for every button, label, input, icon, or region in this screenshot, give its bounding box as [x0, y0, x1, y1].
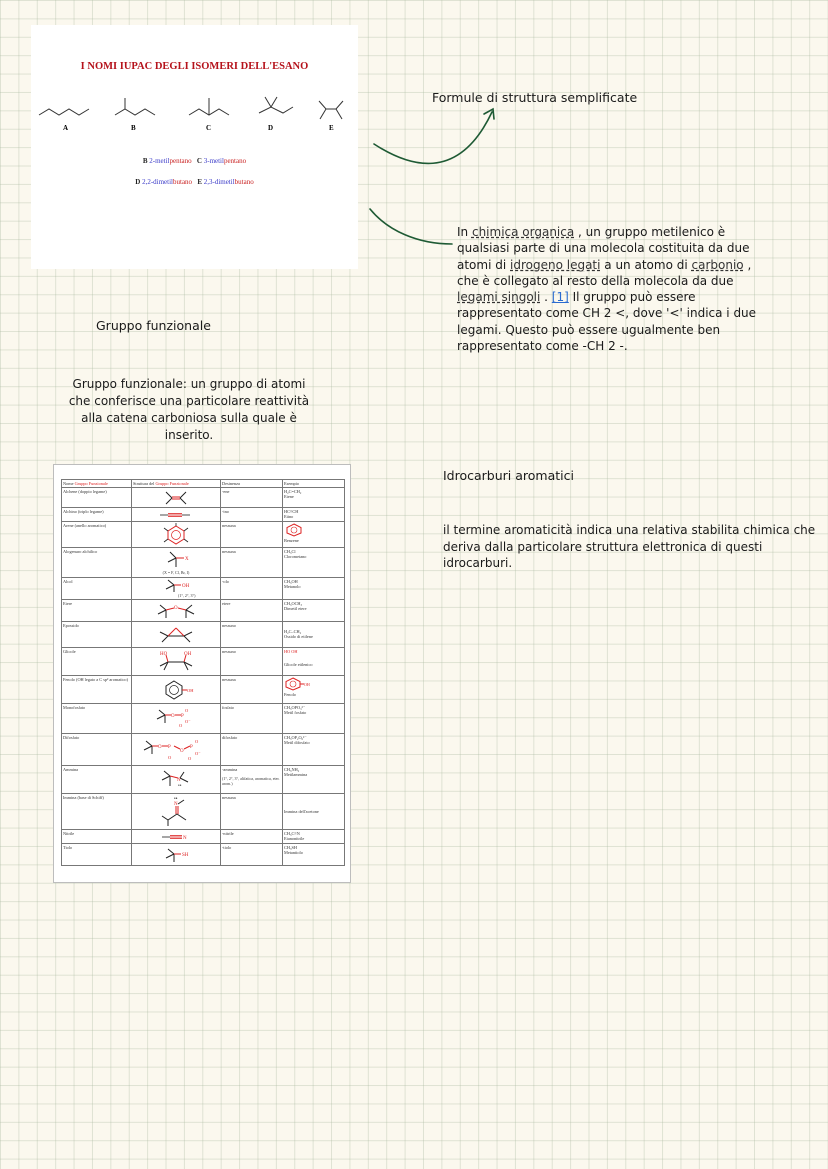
- svg-text:O: O: [171, 713, 175, 719]
- isomer-names-row-1: B 2-metilpentano C 3-metilpentano: [142, 157, 247, 165]
- table-header-row: [62, 480, 345, 488]
- svg-text:N: N: [183, 835, 187, 841]
- svg-text:O: O: [179, 722, 183, 728]
- isomer-names-row-2: D 2,2-dimetilbutano E 2,3-dimetilbutano: [135, 178, 254, 186]
- svg-text:OH: OH: [184, 651, 192, 657]
- svg-text:OH: OH: [187, 687, 194, 693]
- svg-text:OH: OH: [182, 584, 190, 589]
- col-header-struttura: Struttura del Gruppo Funzionale: [132, 480, 221, 488]
- isomer-e-structure: [319, 101, 343, 109]
- table-row: Nitrile N -nitrile CH₃C≡N Etanonitrile: [62, 830, 345, 844]
- link-carbonio[interactable]: carbonio: [691, 257, 744, 272]
- link-chimica-organica[interactable]: chimica organica: [471, 225, 575, 239]
- table-row: Alchino (triplo legame) -ino HC≡CH Etino: [62, 508, 345, 522]
- phenol-structure: [152, 678, 200, 702]
- svg-text:O⁻: O⁻: [195, 750, 201, 756]
- col-header-esempio: Esempio: [283, 480, 345, 488]
- isomers-figure: [31, 25, 358, 269]
- nitrile-structure: [154, 832, 198, 842]
- svg-text:O: O: [168, 754, 172, 760]
- arrow-to-metilene: [370, 209, 452, 244]
- svg-text:O: O: [174, 605, 178, 611]
- svg-text:••: ••: [174, 796, 178, 802]
- isomers-title: I NOMI IUPAC DEGLI ISOMERI DELL'ESANO: [80, 61, 309, 72]
- arrow-to-formule: [374, 112, 492, 163]
- svg-text:P: P: [168, 744, 171, 750]
- svg-text:N: N: [177, 777, 181, 783]
- alcohol-structure: [156, 579, 196, 593]
- table-row: Alogenuro alchilico X (X = F, Cl, Br, I) nessuna CH₃Cl Clorometano: [62, 548, 345, 578]
- svg-text:SH: SH: [182, 852, 189, 858]
- isomer-d-structure: [259, 107, 293, 113]
- svg-text:O: O: [185, 707, 189, 713]
- note-formule: Formule di struttura semplificate: [432, 90, 638, 105]
- link-legami-singoli[interactable]: legami singoli: [457, 290, 541, 305]
- imine-structure: [154, 796, 198, 828]
- table-row: Ammina N •• -ammina (1°, 2°, 3°, alifatica, aromatica, eter. arom.) CH₃NH₂ Metilammina: [62, 766, 345, 794]
- idrocarburi-aromatici-heading: Idrocarburi aromatici: [443, 468, 574, 483]
- table-row: Alcol OH (1°, 2°, 3°) -olo CH₃OH Metanolo: [62, 578, 345, 600]
- functional-groups-table: [61, 479, 345, 866]
- isomer-label-e: E: [329, 124, 334, 132]
- table-row: Glicole HO OH nessuno HO OH Glicole etilenico: [62, 648, 345, 676]
- isomer-label-b: B: [131, 124, 136, 132]
- glycol-structure: [152, 649, 200, 675]
- alkyl-halide-structure: [156, 550, 196, 570]
- table-row: Etere O etere CH₃OCH₃ Dimetil etere: [62, 600, 345, 622]
- benzene-example-icon: [284, 523, 304, 537]
- svg-text:OH: OH: [304, 681, 310, 687]
- svg-text:X: X: [185, 557, 189, 562]
- table-row: Tiolo SH -tiolo CH₃SH Metantiolo: [62, 844, 345, 866]
- isomer-a-structure: [39, 109, 89, 115]
- table-row: Alchene (doppio legame) -ene H₂C=CH₂ Etene: [62, 488, 345, 508]
- epoxide-structure: [152, 624, 200, 646]
- diphosphate-structure: [140, 735, 212, 765]
- table-row: Epossido nessuno H₂C–CH₂ Ossido di etilene: [62, 622, 345, 648]
- svg-text:N: N: [174, 801, 178, 807]
- svg-text:O: O: [188, 755, 192, 761]
- thiol-structure: [156, 846, 196, 864]
- reference-link[interactable]: [1]: [551, 290, 569, 305]
- svg-text:••: ••: [178, 783, 182, 789]
- alkene-structure: [156, 489, 196, 507]
- table-row: Difosfato O P O O P O O⁻ O difosfato CH₃OP₂O₆³⁻ Metil difosfato: [62, 734, 345, 766]
- ether-structure: [152, 602, 200, 620]
- amine-structure: [154, 768, 198, 792]
- functional-groups-table-image: [53, 464, 351, 883]
- table-row: Fenolo (OH legato a C sp² aromatico) OH nessuna OH Fenolo: [62, 676, 345, 704]
- isomers-skeletal-structures: [31, 87, 358, 137]
- gruppo-funzionale-heading: Gruppo funzionale: [96, 318, 211, 333]
- benzene-ring-structure: [156, 523, 196, 547]
- phenol-example-icon: [284, 677, 312, 691]
- svg-text:O: O: [158, 744, 162, 750]
- isomer-label-c: C: [206, 124, 212, 132]
- alkyne-structure: [154, 510, 198, 520]
- monophosphate-structure: [151, 705, 201, 733]
- svg-text:P: P: [190, 744, 193, 750]
- gruppo-funzionale-definition: Gruppo funzionale: un gruppo di atomi che conferisce una particolare reattività alla catena carboniosa sulla quale è inserito.: [68, 377, 310, 442]
- svg-text:O: O: [195, 738, 199, 744]
- isomer-label-d: D: [268, 124, 274, 132]
- link-idrogeno-legati[interactable]: idrogeno legati: [510, 257, 601, 272]
- table-row: Monofosfato O P O O⁻ O fosfato CH₃OPO₃²⁻ Metil fosfato: [62, 704, 345, 734]
- isomer-b-structure: [115, 109, 155, 115]
- svg-text:HO: HO: [160, 651, 168, 657]
- col-header-desinenza: Desinenza: [221, 480, 283, 488]
- isomer-label-a: A: [63, 124, 69, 132]
- table-row: Immina (base di Schiff) N •• nessuna Immina dell'acetone: [62, 794, 345, 830]
- svg-text:O⁻: O⁻: [185, 718, 191, 724]
- table-row: Arene (anello aromatico) nessuna Benzene: [62, 522, 345, 548]
- col-header-nome: Nome Gruppo Funzionale: [62, 480, 132, 488]
- svg-text:O: O: [180, 748, 184, 754]
- idrocarburi-aromatici-text: il termine aromaticità indica una relativa stabilita chimica che deriva dalla particolare struttura elettronica di questi idrocarburi.: [443, 523, 816, 570]
- svg-text:P: P: [181, 713, 184, 719]
- note-metilene-paragraph: In chimica organica , un gruppo metilenico è qualsiasi parte di una molecola costituita da due atomi di idrogeno legati a un atomo di carbonio , che è collegato al resto della molecola da due legami singoli . [1] Il gruppo può essere rappresentato come CH 2 <, dove '<' indica i due legami. Questo può essere ugualmente ben rappresentato come -CH 2 -.: [457, 225, 757, 354]
